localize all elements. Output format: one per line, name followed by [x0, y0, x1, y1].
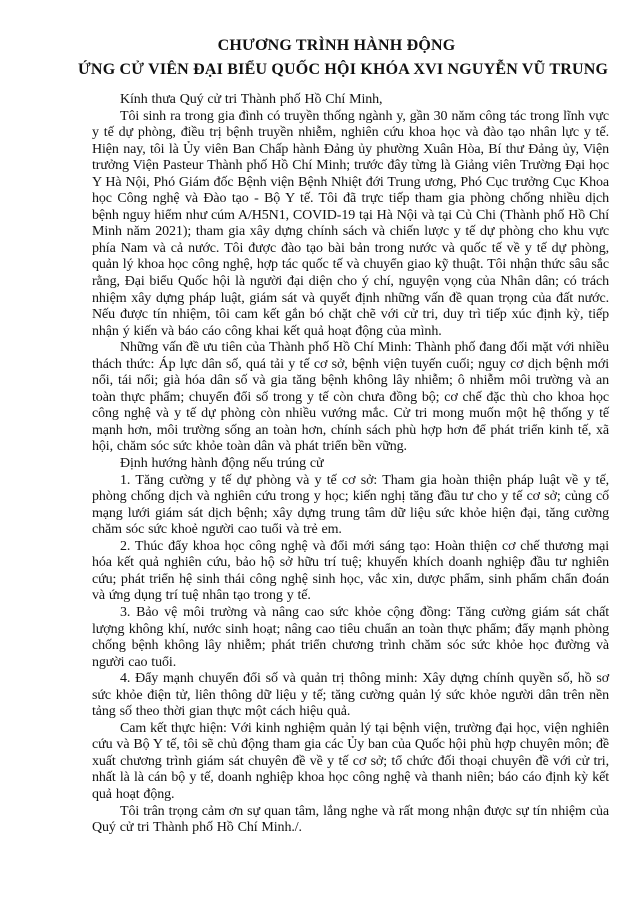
document-title: [78, 34, 609, 82]
paragraph-commitment: Cam kết thực hiện: Với kinh nghiệm quản lý tại bệnh viện, trường đại học, viện nghiên cứu và Bộ Y tế, tôi sẽ chủ động tham gia các Ủy ban của Quốc hội phù hợp chuyên môn; đề xuất chương trình giám sát chuyên đề về y tế cơ sở; tổ chức đối thoại chuyên đề với cử tri, nhất là là cán bộ y tế, doanh nghiệp khoa học công nghệ và thanh niên; báo cáo định kỳ kết quả hoạt động.: [92, 720, 609, 802]
paragraph-action-2: 2. Thúc đẩy khoa học công nghệ và đổi mới sáng tạo: Hoàn thiện cơ chế thương mại hóa kết quả nghiên cứu, bảo hộ sở hữu trí tuệ; khuyến khích doanh nghiệp đầu tư nghiên cứu; phát triển hệ sinh thái công nghệ sinh học, vắc xin, dược phẩm, sinh phẩm chẩn đoán và ứng dụng trí tuệ nhân tạo trong y tế.: [92, 538, 609, 604]
paragraph-introduction: Tôi sinh ra trong gia đình có truyền thống ngành y, gần 30 năm công tác trong lĩnh vực y tế dự phòng, điều trị bệnh truyền nhiễm, nghiên cứu khoa học và đào tạo nhân lực y tế. Hiện nay, tôi là Ủy viên Ban Chấp hành Đảng ủy phường Xuân Hòa, Bí thư Đảng ủy, Viện trưởng Viện Pasteur Thành phố Hồ Chí Minh; trước đây từng là Giảng viên Trường Đại học Y Hà Nội, Phó Giám đốc Bệnh viện Bệnh Nhiệt đới Trung ương, Phó Cục trưởng Cục Khoa học Công nghệ và Đào tạo - Bộ Y tế. Tôi đã trực tiếp tham gia phòng chống nhiều dịch bệnh nguy hiểm như cúm A/H5N1, COVID-19 tại Hà Nội và tại Củ Chi (Thành phố Hồ Chí Minh năm 2021); tham gia xây dựng chính sách và chiến lược y tế dự phòng cho khu vực phía Nam và cả nước. Tôi được đào tạo bài bản trong nước và quốc tế về y tế dự phòng, quản lý khoa học công nghệ, hợp tác quốc tế và chuyển giao kỹ thuật. Tôi nhận thức sâu sắc rằng, Đại biểu Quốc hội là người đại diện cho ý chí, nguyện vọng của Nhân dân; có trách nhiệm xây dựng pháp luật, giám sát và quyết định những vấn đề quan trọng của đất nước. Nếu được tín nhiệm, tôi cam kết gắn bó chặt chẽ với cử tri, duy trì tiếp xúc định kỳ, tiếp nhận ý kiến và báo cáo công khai kết quả hoạt động của mình.: [92, 108, 609, 339]
document-title-line-1: CHƯƠNG TRÌNH HÀNH ĐỘNG: [217, 37, 456, 54]
document-title-line-2: ỨNG CỬ VIÊN ĐẠI BIỂU QUỐC HỘI KHÓA XVI NGUYỄN VŨ TRUNG: [78, 61, 609, 78]
document-body: [92, 92, 609, 837]
paragraph-action-1: 1. Tăng cường y tế dự phòng và y tế cơ sở: Tham gia hoàn thiện pháp luật về y tế, phòng chống dịch và nghiên cứu trong y học; kiến nghị tăng đầu tư cho y tế cơ sở; củng cố mạng lưới giám sát dịch bệnh; xây dựng trung tâm dữ liệu sức khỏe hiện đại, tăng cường chăm sóc sức khoẻ người cao tuổi và trẻ em.: [92, 472, 609, 538]
paragraph-action-heading: Định hướng hành động nếu trúng cử: [120, 456, 324, 472]
paragraph-action-4: 4. Đẩy mạnh chuyển đổi số và quản trị thông minh: Xây dựng chính quyền số, hồ sơ sức khỏe điện tử, liên thông dữ liệu y tế; tăng cường quản lý sức khỏe người dân trên nền tảng số theo thời gian thực một cách hiệu quả.: [92, 671, 609, 720]
paragraph-closing: Tôi trân trọng cảm ơn sự quan tâm, lắng nghe và rất mong nhận được sự tín nhiệm của Quý cử tri Thành phố Hồ Chí Minh./.: [92, 803, 609, 836]
paragraph-salutation: Kính thưa Quý cử tri Thành phố Hồ Chí Minh,: [120, 92, 383, 107]
paragraph-city-priorities: Những vấn đề ưu tiên của Thành phố Hồ Chí Minh: Thành phố đang đối mặt với nhiều thách thức: Áp lực dân số, quá tải y tế cơ sở, bệnh viện tuyến cuối; nguy cơ dịch bệnh mới nổi, tái nổi; già hóa dân số và gia tăng bệnh không lây nhiễm; ô nhiễm môi trường và an toàn thực phẩm; chuyển đổi số trong y tế còn chưa đồng bộ; cơ chế đặc thù cho khoa học công nghệ và y tế dự phòng còn nhiều vướng mắc. Cử tri mong muốn một hệ thống y tế mạnh hơn, môi trường sống an toàn hơn, chính sách phù hợp hơn để phát triển kinh tế, xã hội, chăm sóc sức khỏe toàn dân và phát triển bền vững.: [92, 340, 609, 455]
paragraph-action-3: 3. Bảo vệ môi trường và nâng cao sức khỏe cộng đồng: Tăng cường giám sát chất lượng không khí, nước sinh hoạt; nâng cao tiêu chuẩn an toàn thực phẩm; đẩy mạnh phòng chống bệnh không lây nhiễm; phát triển chương trình chăm sóc sức khỏe học đường và người cao tuổi.: [92, 604, 609, 670]
